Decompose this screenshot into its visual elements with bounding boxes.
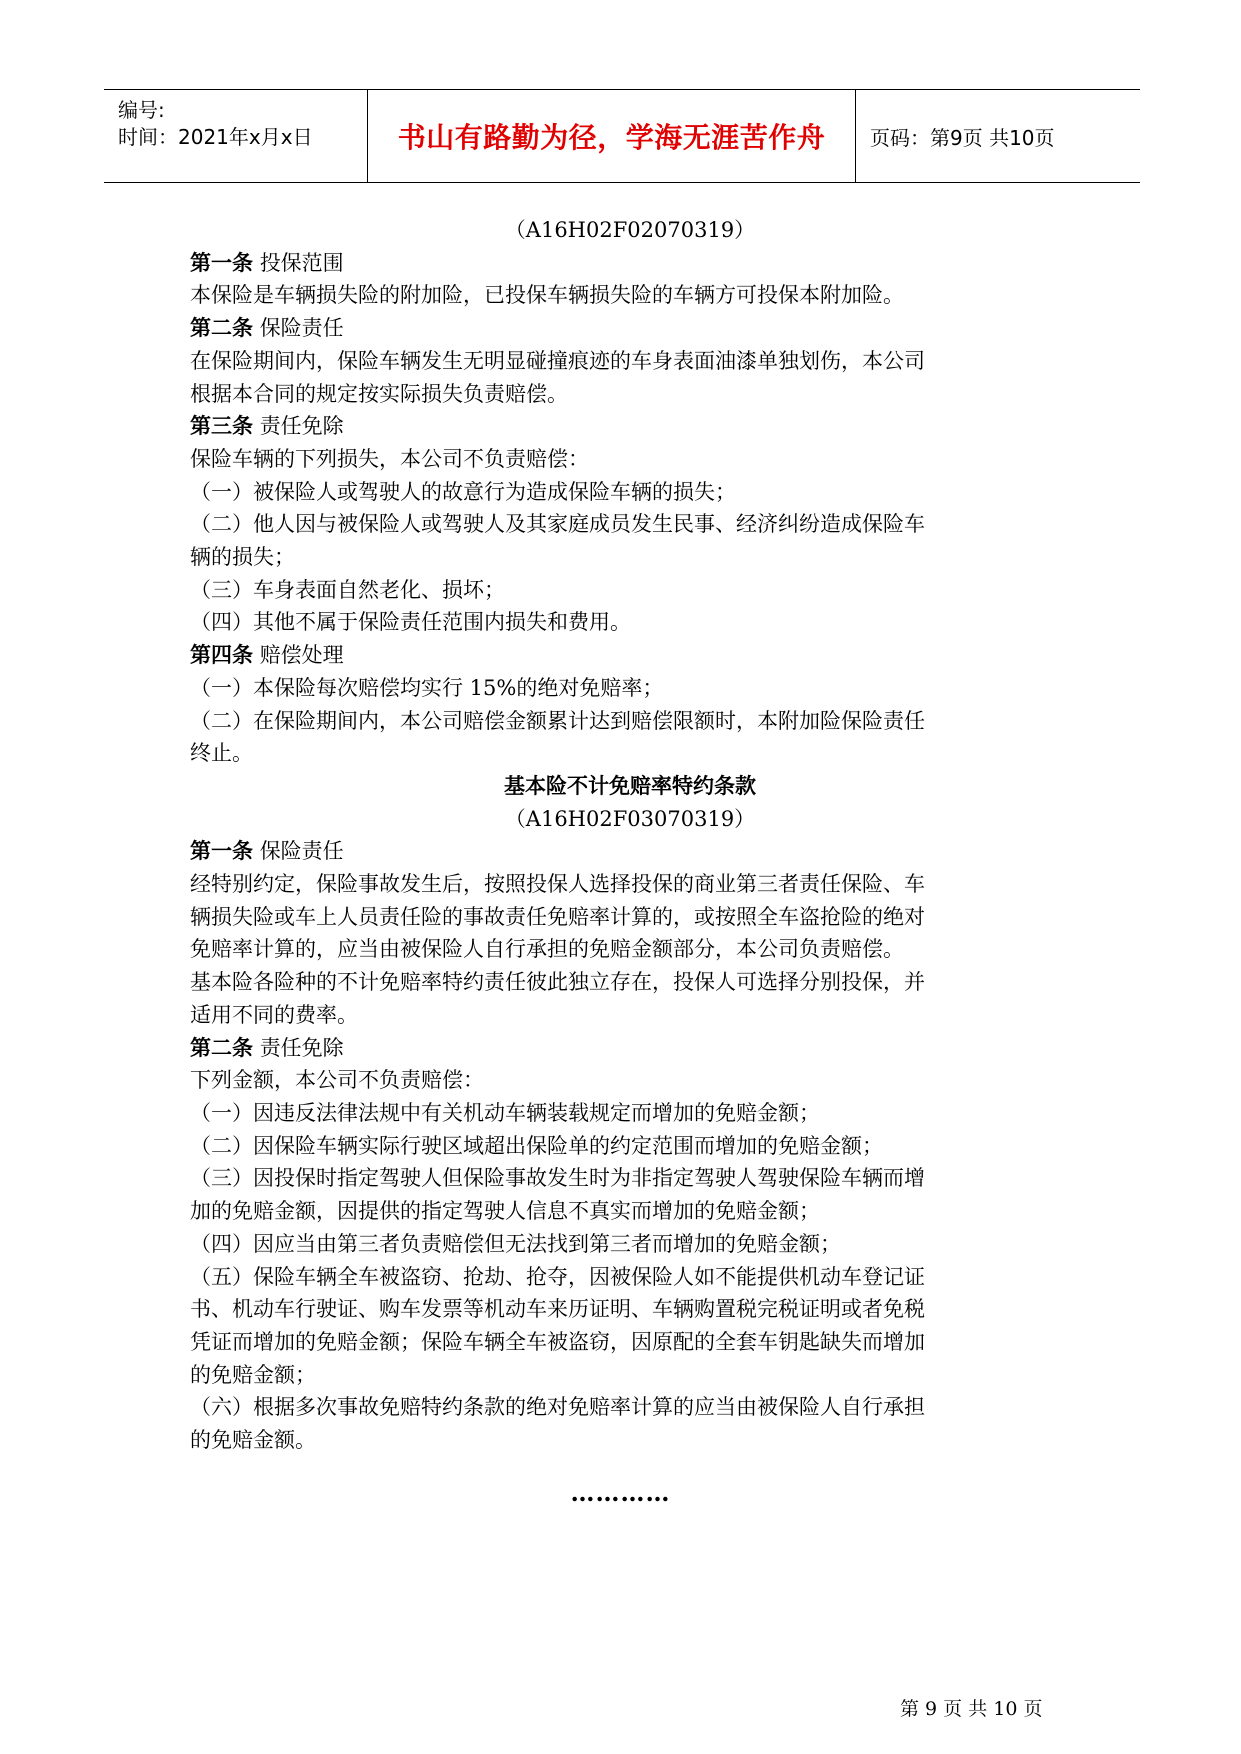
article-heading <box>190 835 1070 868</box>
paragraph: （一）本保险每次赔偿均实行 15%的绝对免赔率； <box>190 675 664 700</box>
article-title: 保险责任 <box>259 839 344 864</box>
article-number: 第一条 <box>190 839 253 864</box>
page-header <box>104 89 1140 183</box>
article-heading <box>190 1032 1070 1065</box>
clause-code: （A16H02F02070319） <box>504 218 756 242</box>
paragraph: 终止。 <box>190 741 253 766</box>
paragraph: 凭证而增加的免赔金额；保险车辆全车被盗窃，因原配的全套车钥匙缺失而增加 <box>190 1329 925 1354</box>
document-number-label: 编号: <box>118 98 165 122</box>
article-title: 保险责任 <box>259 316 344 341</box>
header-motto: 书山有路勤为径，学海无涯苦作舟 <box>397 121 826 154</box>
header-middle-cell <box>368 90 856 182</box>
paragraph: （二）因保险车辆实际行驶区域超出保险单的约定范围而增加的免赔金额； <box>190 1133 883 1158</box>
header-right-cell <box>856 90 1140 182</box>
paragraph: （三）因投保时指定驾驶人但保险事故发生时为非指定驾驶人驾驶保险车辆而增 <box>190 1166 925 1191</box>
document-time-label: 时间：2021年x月x日 <box>118 125 313 149</box>
paragraph: （四）因应当由第三者负责赔偿但无法找到第三者而增加的免赔金额； <box>190 1231 841 1256</box>
clause-code: （A16H02F03070319） <box>504 806 756 831</box>
paragraph: 免赔率计算的，应当由被保险人自行承担的免赔金额部分，本公司负责赔偿。 <box>190 937 904 962</box>
paragraph: 辆的损失； <box>190 545 295 570</box>
paragraph: 适用不同的费率。 <box>190 1002 358 1027</box>
paragraph: （一）被保险人或驾驶人的故意行为造成保险车辆的损失； <box>190 479 736 504</box>
page-footer: 第 9 页 共 10 页 <box>900 1698 1043 1720</box>
article-heading <box>190 247 1070 280</box>
paragraph: （二）他人因与被保险人或驾驶人及其家庭成员发生民事、经济纠纷造成保险车 <box>190 512 925 537</box>
paragraph: （二）在保险期间内，本公司赔偿金额累计达到赔偿限额时，本附加险保险责任 <box>190 708 925 733</box>
paragraph: 在保险期间内，保险车辆发生无明显碰撞痕迹的车身表面油漆单独划伤，本公司 <box>190 348 925 373</box>
article-number: 第二条 <box>190 316 253 341</box>
paragraph: 基本险各险种的不计免赔率特约责任彼此独立存在，投保人可选择分别投保，并 <box>190 970 925 995</box>
article-number: 第二条 <box>190 1035 253 1060</box>
article-heading <box>190 639 1070 672</box>
paragraph: 保险车辆的下列损失，本公司不负责赔偿： <box>190 446 589 471</box>
paragraph: 根据本合同的规定按实际损失负责赔偿。 <box>190 381 568 406</box>
section-title: 基本险不计免赔率特约条款 <box>504 773 756 798</box>
paragraph: （五）保险车辆全车被盗窃、抢劫、抢夺，因被保险人如不能提供机动车登记证 <box>190 1264 925 1289</box>
document-body <box>190 214 1070 1457</box>
paragraph: 本保险是车辆损失险的附加险，已投保车辆损失险的车辆方可投保本附加险。 <box>190 283 904 308</box>
paragraph: 辆损失险或车上人员责任险的事故责任免赔率计算的，或按照全车盗抢险的绝对 <box>190 904 925 929</box>
paragraph: 的免赔金额。 <box>190 1428 316 1453</box>
paragraph: 下列金额，本公司不负责赔偿： <box>190 1068 484 1093</box>
article-number: 第一条 <box>190 250 253 275</box>
article-number: 第三条 <box>190 414 253 439</box>
paragraph: 经特别约定，保险事故发生后，按照投保人选择投保的商业第三者责任保险、车 <box>190 872 925 897</box>
article-heading <box>190 410 1070 443</box>
header-page-info: 页码：第9页 共10页 <box>870 125 1055 150</box>
article-title: 赔偿处理 <box>259 643 344 668</box>
paragraph: 加的免赔金额，因提供的指定驾驶人信息不真实而增加的免赔金额； <box>190 1199 820 1224</box>
paragraph: 的免赔金额； <box>190 1362 316 1387</box>
article-number: 第四条 <box>190 643 253 668</box>
article-title: 责任免除 <box>259 1035 344 1060</box>
ellipsis-divider: ………… <box>570 1478 671 1507</box>
paragraph: （三）车身表面自然老化、损坏； <box>190 577 505 602</box>
paragraph: （四）其他不属于保险责任范围内损失和费用。 <box>190 610 631 635</box>
paragraph: 书、机动车行驶证、购车发票等机动车来历证明、车辆购置税完税证明或者免税 <box>190 1297 925 1322</box>
paragraph: （一）因违反法律法规中有关机动车辆装载规定而增加的免赔金额； <box>190 1100 820 1125</box>
paragraph: （六）根据多次事故免赔特约条款的绝对免赔率计算的应当由被保险人自行承担 <box>190 1395 925 1420</box>
header-left-cell <box>104 90 368 182</box>
article-heading <box>190 312 1070 345</box>
article-title: 投保范围 <box>259 250 344 275</box>
article-title: 责任免除 <box>259 414 344 439</box>
